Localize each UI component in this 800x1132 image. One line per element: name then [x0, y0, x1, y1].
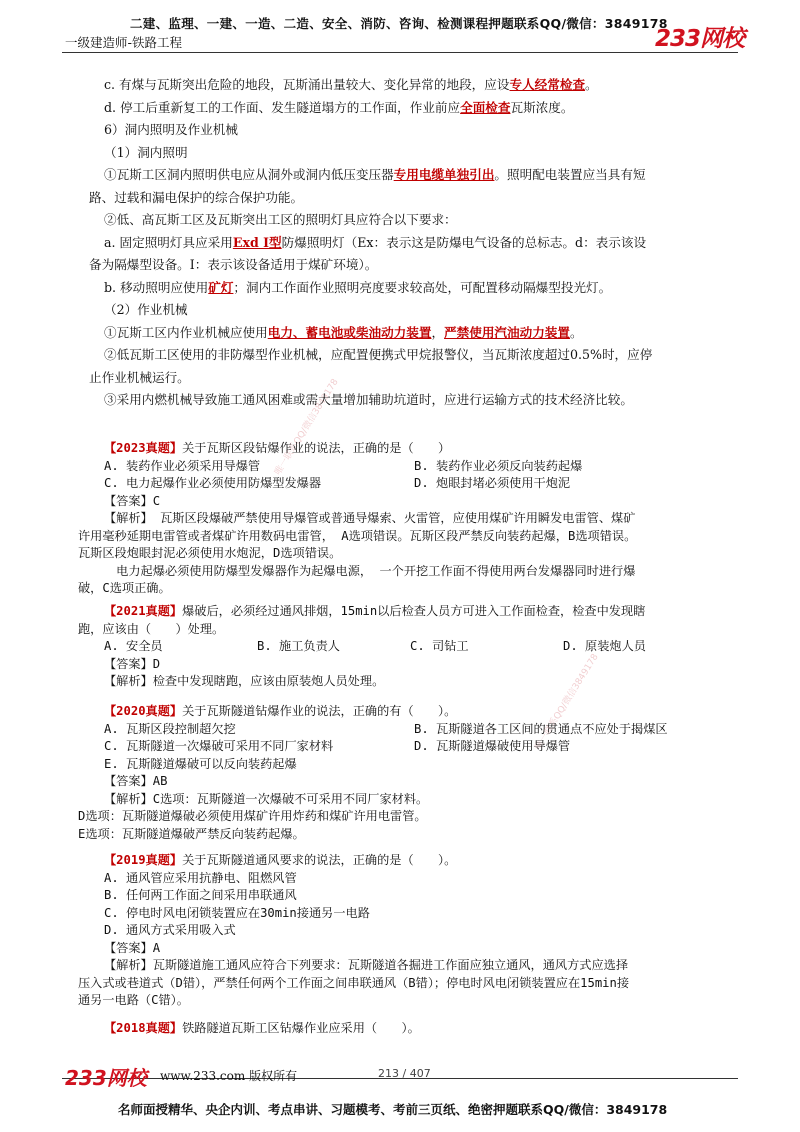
option-c: C. 停电时风电闭锁装置应在30min接通另一电路 [104, 905, 370, 920]
question-year: 【2019真题】 [104, 853, 183, 867]
subsection-heading: （2）作业机械 [104, 302, 188, 317]
paragraph: b. 移动照明应使用矿灯；洞内工作面作业照明亮度要求较高处，可配置移动隔爆型投光灯。 [104, 279, 612, 295]
explanation: 电力起爆必须使用防爆型发爆器作为起爆电源， 一个开挖工作面不得使用两台发爆器同时进行爆 [104, 563, 636, 578]
explanation: 【解析】C选项：瓦斯隧道一次爆破不可采用不同厂家材料。 [104, 791, 429, 806]
section-heading: 6）洞内照明及作业机械 [104, 122, 238, 137]
watermark: 唯一联系QQ/微信3849178 [273, 377, 341, 478]
paragraph: c. 有煤与瓦斯突出危险的地段，瓦斯涌出量较大、变化异常的地段，应设专人经常检查。 [104, 77, 598, 92]
header-banner: 二建、监理、一建、一造、二造、安全、消防、咨询、检测课程押题联系QQ/微信：3849178 [130, 16, 668, 31]
answer: 【答案】D [104, 656, 161, 671]
paragraph: d. 停工后重新复工的工作面、发生隧道塌方的工作面，作业前应全面检查瓦斯浓度。 [104, 99, 574, 115]
option-a: A. 安全员 [104, 639, 163, 653]
paragraph: a. 固定照明灯具应采用Exd Ⅰ型防爆照明灯（Ex：表示这是防爆电气设备的总标志。d：表示该设 [104, 234, 647, 250]
question-year: 【2021真题】 [104, 604, 183, 618]
explanation: E选项：瓦斯隧道爆破严禁反向装药起爆。 [78, 826, 305, 841]
option-a: A. 瓦斯区段控制超欠挖 [104, 721, 236, 736]
explanation: 许用毫秒延期电雷管或者煤矿许用数码电雷管， A选项错误。瓦斯区段严禁反向装药起爆，B选项错误。 [78, 528, 637, 543]
explanation: 【解析】 瓦斯区段爆破严禁使用导爆管或普通导爆索、火雷管，应使用煤矿许用瞬发电雷管、煤矿 [104, 511, 636, 525]
question-year: 【2023真题】 [104, 441, 183, 455]
paragraph: ①瓦斯工区洞内照明供电应从洞外或洞内低压变压器专用电缆单独引出。照明配电装置应当具有短 [104, 167, 646, 182]
question-2023 [78, 440, 716, 598]
paragraph-cont: 止作业机械运行。 [89, 369, 190, 385]
option-c: C. 司钻工 [410, 639, 469, 653]
option-c: C. 电力起爆作业必须使用防爆型发爆器 [104, 476, 322, 490]
question-stem: 关于瓦斯区段钻爆作业的说法，正确的是（ ） [182, 441, 451, 455]
explanation: 【解析】瓦斯隧道施工通风应符合下列要求：瓦斯隧道各掘进工作面应独立通风，通风方式应选择 [104, 958, 629, 972]
footer-site[interactable]: www.233.com 版权所有 [160, 1069, 298, 1083]
question-stem: 关于瓦斯隧道钻爆作业的说法，正确的有（ ）。 [182, 704, 457, 718]
option-c: C. 瓦斯隧道一次爆破可采用不同厂家材料 [104, 739, 334, 753]
answer: 【答案】A [104, 940, 161, 955]
question-2020 [78, 703, 716, 843]
footer-ad: 名师面授精华、央企内训、考点串讲、习题模考、考前三页纸、绝密押题联系QQ/微信：3849178 [118, 1102, 668, 1117]
paragraph: ③采用内燃机械导致施工通风困难或需大量增加辅助坑道时，应进行运输方式的技术经济比较。 [104, 392, 633, 407]
option-a: A. 装药作业必须采用导爆管 [104, 458, 261, 473]
page-content [89, 74, 716, 412]
question-2018 [104, 1020, 716, 1038]
option-b: B. 瓦斯隧道各工区间的贯通点不应处于揭煤区 [414, 721, 668, 736]
explanation: 压入式或巷道式（D错），严禁任何两个工作面之间串联通风（B错）；停电时风电闭锁装置应在15min接 [78, 975, 630, 990]
paragraph-cont: 路、过载和漏电保护的综合保护功能。 [89, 189, 304, 205]
page-number: 213 / 407 [378, 1067, 431, 1080]
explanation: 【解析】检查中发现瞎跑，应该由原装炮人员处理。 [104, 674, 385, 688]
question-2019 [78, 852, 716, 1010]
paragraph: ②低瓦斯工区使用的非防爆型作业机械，应配置便携式甲烷报警仪，当瓦斯浓度超过0.5%时，应停 [104, 347, 653, 362]
watermark: 唯一联系QQ/微信3849178 [533, 652, 601, 753]
paragraph: ①瓦斯工区内作业机械应使用电力、蓄电池或柴油动力装置，严禁使用汽油动力装置。 [104, 324, 583, 340]
footer-logo: 233网校 [65, 1066, 147, 1090]
option-b: B. 任何两工作面之间采用串联通风 [104, 888, 297, 902]
question-stem: 关于瓦斯隧道通风要求的说法，正确的是（ ）。 [182, 853, 457, 867]
option-b: B. 装药作业必须反向装药起爆 [414, 458, 583, 473]
subsection-heading: （1）洞内照明 [104, 144, 188, 160]
question-stem: 爆破后，必须经过通风排烟，15min以后检查人员方可进入工作面检查，检查中发现瞎 [182, 604, 646, 618]
question-year: 【2018真题】 [104, 1021, 183, 1035]
header-divider [62, 52, 738, 53]
question-2021 [78, 603, 716, 691]
question-stem: 铁路隧道瓦斯工区钻爆作业应采用（ ）。 [182, 1021, 420, 1035]
paragraph-cont: 备为隔爆型设备。Ⅰ：表示该设备适用于煤矿环境）。 [89, 257, 378, 272]
option-e: E. 瓦斯隧道爆破可以反向装药起爆 [104, 756, 297, 771]
option-d: D. 通风方式采用吸入式 [104, 923, 236, 937]
option-b: B. 施工负责人 [257, 639, 340, 653]
question-year: 【2020真题】 [104, 704, 183, 718]
explanation: D选项：瓦斯隧道爆破必须使用煤矿许用炸药和煤矿许用电雷管。 [78, 809, 427, 823]
brand-logo: 233网校 [655, 26, 745, 52]
answer: 【答案】C [104, 493, 161, 508]
paragraph: ②低、高瓦斯工区及瓦斯突出工区的照明灯具应符合以下要求： [104, 212, 457, 227]
explanation: 瓦斯区段炮眼封泥必须使用水炮泥，D选项错误。 [78, 546, 342, 560]
option-a: A. 通风管应采用抗静电、阻燃风管 [104, 870, 297, 885]
answer: 【答案】AB [104, 774, 168, 788]
header-subject: 一级建造师-铁路工程 [65, 35, 183, 50]
question-stem: 跑，应该由（ ）处理。 [78, 621, 225, 636]
explanation: 通另一电路（C错）。 [78, 993, 189, 1007]
explanation: 破，C选项正确。 [78, 581, 171, 595]
option-d: D. 原装炮人员 [563, 639, 646, 653]
option-d: D. 瓦斯隧道爆破使用导爆管 [414, 739, 571, 753]
option-d: D. 炮眼封堵必须使用干炮泥 [414, 476, 571, 490]
